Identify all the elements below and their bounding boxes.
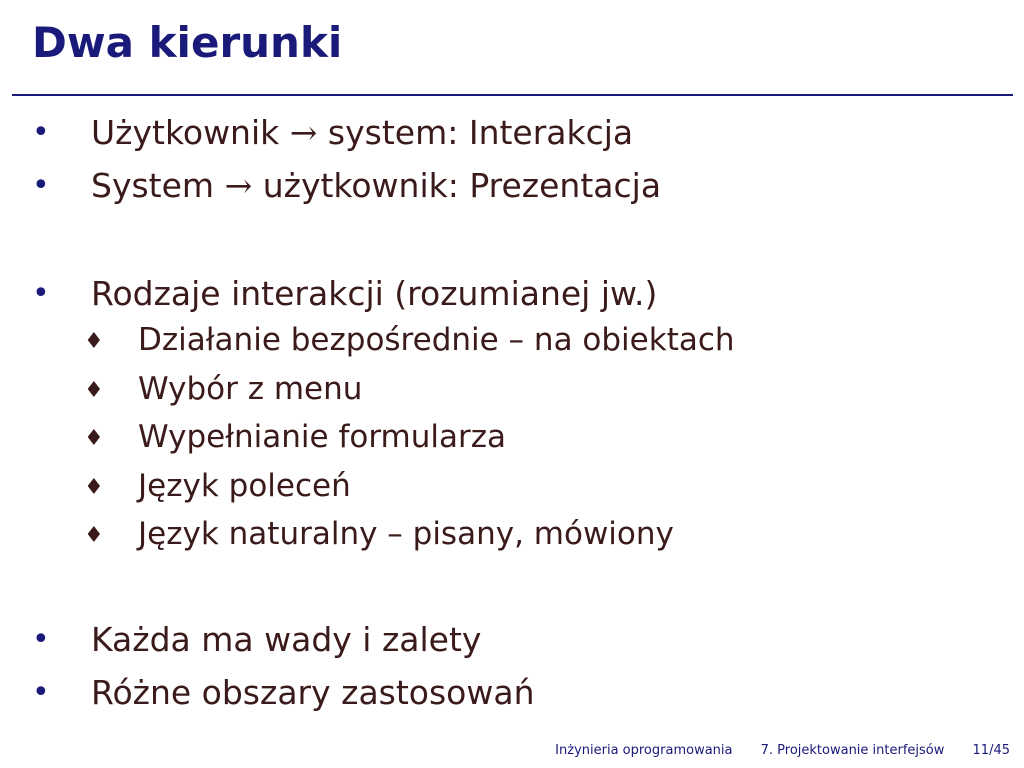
- bullet-text-part: system: Interakcja: [327, 113, 634, 152]
- diamond-bullet-icon: ♦: [84, 329, 104, 354]
- bullet-item: [0, 113, 1024, 152]
- sub-bullet-item: [0, 322, 1024, 359]
- diamond-bullet-icon: ♦: [84, 475, 104, 500]
- diamond-bullet-icon: ♦: [84, 523, 104, 548]
- diamond-bullet-icon: ♦: [84, 378, 104, 403]
- bullet-text-part: Użytkownik: [91, 113, 280, 152]
- bullet-item: [0, 166, 1024, 205]
- bullet-marker: •: [32, 115, 50, 150]
- bullet-marker: •: [32, 675, 50, 710]
- slide-title: Dwa kierunki: [32, 18, 343, 67]
- footer-course: Inżynieria oprogramowania: [555, 743, 733, 758]
- diamond-bullet-icon: ♦: [84, 426, 104, 451]
- bullet-text: [91, 113, 634, 152]
- sub-bullet-text: Język poleceń: [138, 468, 351, 504]
- bullet-text: Każda ma wady i zalety: [91, 620, 482, 659]
- bullet-item: [0, 673, 1024, 712]
- bullet-text: [91, 166, 662, 205]
- sub-bullet-text: Wypełnianie formularza: [138, 419, 507, 455]
- sub-bullet-item: [0, 516, 1024, 553]
- sub-bullet-item: [0, 371, 1024, 408]
- bullet-item: [0, 274, 1024, 313]
- bullet-text: Różne obszary zastosowań: [91, 673, 535, 712]
- footer-lecture: 7. Projektowanie interfejsów: [760, 743, 945, 758]
- arrow-right-icon: →: [289, 113, 318, 152]
- bullet-marker: •: [32, 622, 50, 657]
- bullet-marker: •: [32, 168, 50, 203]
- arrow-right-icon: →: [224, 166, 253, 205]
- bullet-text: Rodzaje interakcji (rozumianej jw.): [91, 274, 658, 313]
- bullet-text-part: System: [91, 166, 215, 205]
- sub-bullet-text: Działanie bezpośrednie – na obiektach: [138, 322, 735, 358]
- sub-bullet-item: [0, 468, 1024, 505]
- bullet-item: [0, 620, 1024, 659]
- bullet-marker: •: [32, 276, 50, 311]
- sub-bullet-item: [0, 419, 1024, 456]
- sub-bullet-text: Wybór z menu: [138, 371, 363, 407]
- footer-page-number: 11/45: [972, 743, 1010, 758]
- bullet-text-part: użytkownik: Prezentacja: [262, 166, 662, 205]
- slide-footer: [555, 743, 1010, 758]
- sub-bullet-text: Język naturalny – pisany, mówiony: [138, 516, 674, 552]
